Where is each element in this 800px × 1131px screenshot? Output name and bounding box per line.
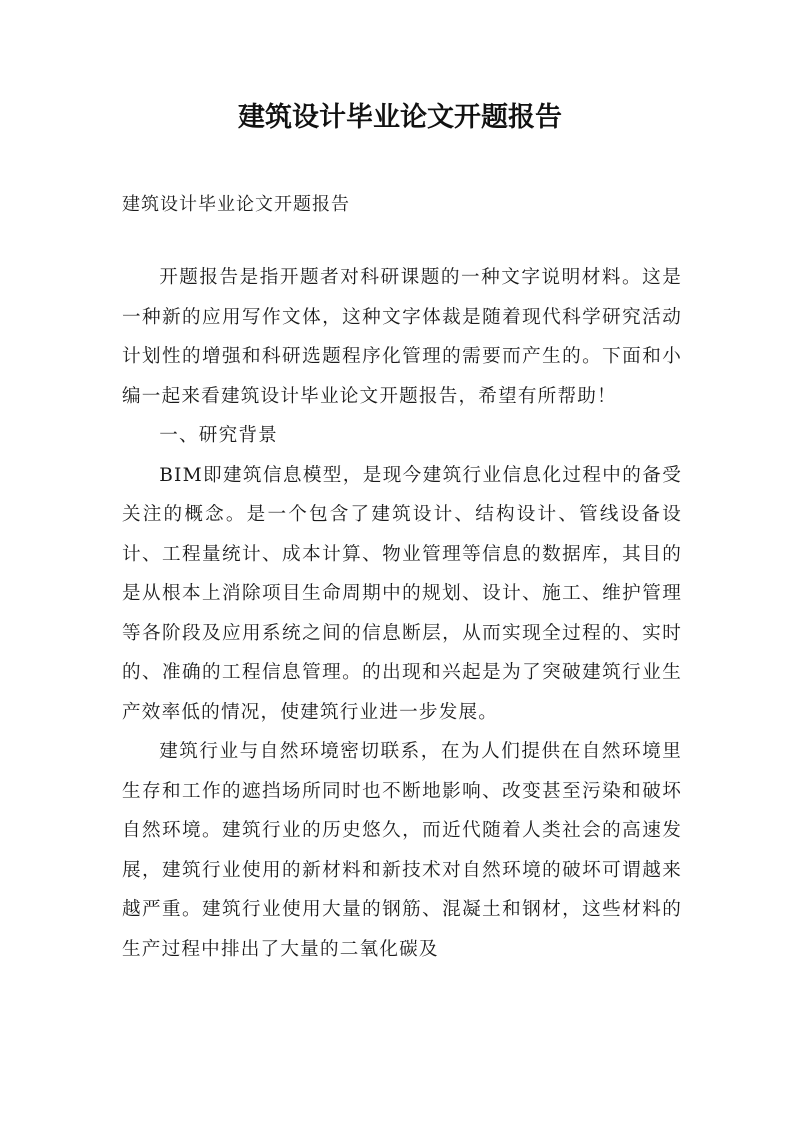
bim-paragraph: BIM即建筑信息模型，是现今建筑行业信息化过程中的备受关注的概念。是一个包含了建筑设计、结构设计、管线设备设计、工程量统计、成本计算、物业管理等信息的数据库，其目的是从根本上消除项目生命周期中的规划、设计、施工、维护管理等各阶段及应用系统之间的信息断层，从而实现全过程的、实时的、准确的工程信息管理。的出现和兴起是为了突破建筑行业生产效率低的情况，使建筑行业进一步发展。 — [122, 464, 682, 723]
section-heading-research-background: 一、研究背景 — [159, 425, 278, 446]
intro-paragraph: 开题报告是指开题者对科研课题的一种文字说明材料。这是一种新的应用写作文体，这种文字体裁是随着现代科学研究活动计划性的增强和科研选题程序化管理的需要而产生的。下面和小编一起来看建筑设计毕业论文开题报告，希望有所帮助！ — [122, 267, 682, 407]
document-title: 建筑设计毕业论文开题报告 — [238, 102, 562, 133]
document-subtitle: 建筑设计毕业论文开题报告 — [122, 194, 350, 215]
document-body — [122, 258, 682, 969]
environment-paragraph: 建筑行业与自然环境密切联系，在为人们提供在自然环境里生存和工作的遮挡场所同时也不断地影响、改变甚至污染和破坏自然环境。建筑行业的历史悠久，而近代随着人类社会的高速发展，建筑行业使用的新材料和新技术对自然环境的破坏可谓越来越严重。建筑行业使用大量的钢筋、混凝土和钢材，这些材料的生产过程中排出了大量的二氧化碳及 — [122, 741, 682, 960]
